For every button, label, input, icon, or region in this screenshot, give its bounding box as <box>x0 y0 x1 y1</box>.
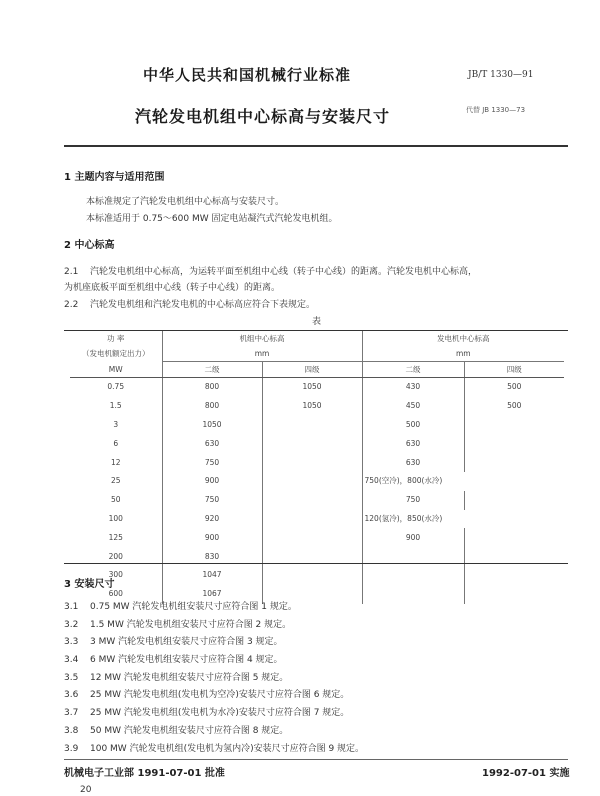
replaces-note: 代替 JB 1330—73 <box>466 106 526 114</box>
table-caption: 表 <box>312 317 322 327</box>
cell-power: 50 <box>110 495 121 505</box>
standard-code: JB/T 1330—91 <box>468 70 534 80</box>
cell-turbine-2p: 920 <box>162 510 262 529</box>
col-generator-header: 发电机中心标高 <box>362 331 564 346</box>
cell-gen-4p <box>464 416 564 435</box>
cell-gen-4p <box>464 528 564 547</box>
col-power-unit: MW <box>70 362 162 378</box>
clause-text: 3 MW 汽轮发电机组安装尺寸应符合图 3 规定。 <box>90 637 283 648</box>
clause-item <box>64 634 364 652</box>
cell-turbine-4p <box>262 528 362 547</box>
clause-text: 12 MW 汽轮发电机组安装尺寸应符合图 5 规定。 <box>90 672 289 683</box>
table-row <box>70 397 564 416</box>
cell-power: 100 <box>108 513 123 523</box>
cell-turbine-4p <box>262 510 362 529</box>
table-row <box>70 434 564 453</box>
clause-item <box>64 599 364 617</box>
clause-2-2-text: 汽轮发电机组和汽轮发电机的中心标高应符合下表规定。 <box>90 300 316 310</box>
cell-turbine-4p: 1050 <box>262 378 362 397</box>
cell-gen-4p <box>464 566 564 585</box>
clause-text: 50 MW 汽轮发电机组安装尺寸应符合图 8 规定。 <box>90 725 289 736</box>
cell-turbine-2p: 1050 <box>162 416 262 435</box>
cell-gen-2p: 430 <box>362 378 464 397</box>
clause-item <box>64 687 364 705</box>
clause-item <box>64 705 364 723</box>
table-row <box>70 416 564 435</box>
page-number: 20 <box>80 785 92 795</box>
clause-2-1-cont: 为机座底板平面至机组中心线（转子中心线）的距离。 <box>64 283 281 293</box>
cell-power: 125 <box>108 532 123 542</box>
cell-gen-2p: 630 <box>362 453 464 472</box>
cell-power: 0.75 <box>107 382 125 392</box>
clause-num: 3.4 <box>64 655 79 666</box>
clause-item <box>64 741 364 759</box>
cell-gen-4p <box>464 585 564 604</box>
col-turbine-unit: mm <box>162 346 362 362</box>
clause-num: 3.6 <box>64 690 79 701</box>
cell-turbine-4p <box>262 491 362 510</box>
effective-line: 1992-07-01 实施 <box>482 768 570 779</box>
cell-turbine-2p: 750 <box>162 491 262 510</box>
clause-text: 1.5 MW 汽轮发电机组安装尺寸应符合图 2 规定。 <box>90 619 292 630</box>
col-generator-unit: mm <box>362 346 564 362</box>
clause-2-1 <box>64 264 477 277</box>
cell-turbine-2p: 1047 <box>162 566 262 585</box>
cell-power: 12 <box>110 457 121 467</box>
cell-gen-2p: 630 <box>362 434 464 453</box>
cell-gen-4p <box>464 453 564 472</box>
table-row <box>70 491 564 510</box>
clause-num: 3.2 <box>64 619 79 630</box>
cell-gen-2p <box>362 566 464 585</box>
cell-turbine-2p: 900 <box>162 472 262 491</box>
clause-text: 0.75 MW 汽轮发电机组安装尺寸应符合图 1 规定。 <box>90 602 297 612</box>
cell-turbine-2p: 800 <box>162 397 262 416</box>
clause-item <box>64 652 364 670</box>
section-3-heading: 3 安装尺寸 <box>64 579 115 590</box>
col-power-subheader: （发电机额定出力） <box>82 349 150 359</box>
cell-turbine-2p: 830 <box>162 547 262 566</box>
cell-turbine-2p: 900 <box>162 528 262 547</box>
cell-power: 200 <box>108 551 123 561</box>
clause-2-1-text: 汽轮发电机组中心标高，为运转平面至机组中心线（转子中心线）的距离。汽轮发电机中心标高， <box>90 267 478 277</box>
clause-2-1-num: 2.1 <box>64 267 79 277</box>
cell-gen-2p: 120(氢冷)，850(水冷) <box>362 510 564 529</box>
sub-header-1: 二级 <box>162 362 262 378</box>
clause-num: 3.9 <box>64 743 79 754</box>
cell-turbine-4p <box>262 453 362 472</box>
sub-header-2: 四级 <box>262 362 362 378</box>
clause-item <box>64 670 364 688</box>
cell-gen-2p: 900 <box>362 528 464 547</box>
standard-title: 汽轮发电机组中心标高与安装尺寸 <box>135 107 391 126</box>
clause-num: 3.8 <box>64 725 79 736</box>
clause-item <box>64 723 364 741</box>
section-1-para-2: 本标准适用于 0.75～600 MW 固定电站凝汽式汽轮发电机组。 <box>86 214 338 224</box>
cell-turbine-4p <box>262 472 362 491</box>
cell-turbine-2p: 1067 <box>162 585 262 604</box>
col-turbine-header: 机组中心标高 <box>162 331 362 346</box>
section-3-list <box>64 599 364 758</box>
table-row <box>70 510 564 529</box>
clause-text: 100 MW 汽轮发电机组(发电机为氢内冷)安装尺寸应符合图 9 规定。 <box>90 743 365 754</box>
cell-gen-2p: 500 <box>362 416 464 435</box>
cell-turbine-4p <box>262 566 362 585</box>
clause-2-2-num: 2.2 <box>64 300 79 310</box>
clause-item <box>64 617 364 635</box>
cell-gen-4p <box>464 434 564 453</box>
clause-text: 25 MW 汽轮发电机组(发电机为空冷)安装尺寸应符合图 6 规定。 <box>90 690 350 701</box>
cell-gen-2p: 750(空冷)，800(水冷) <box>362 472 564 491</box>
sub-header-3: 二级 <box>362 362 464 378</box>
approval-line: 机械电子工业部 1991-07-01 批准 <box>64 768 225 779</box>
cell-turbine-2p: 750 <box>162 453 262 472</box>
clause-num: 3.7 <box>64 708 79 719</box>
cell-power: 300 <box>108 570 123 580</box>
cell-power: 600 <box>108 589 123 599</box>
footer-rule <box>64 759 568 760</box>
cell-gen-2p <box>362 585 464 604</box>
table-row <box>70 528 564 547</box>
cell-gen-2p: 750 <box>362 491 464 510</box>
clause-num: 3.1 <box>64 602 79 612</box>
clause-num: 3.5 <box>64 672 79 683</box>
table-row <box>70 566 564 585</box>
cell-gen-4p <box>464 491 564 510</box>
clause-text: 6 MW 汽轮发电机组安装尺寸应符合图 4 规定。 <box>90 655 283 666</box>
cell-turbine-2p: 630 <box>162 434 262 453</box>
clause-num: 3.3 <box>64 637 79 648</box>
table-row <box>70 453 564 472</box>
table-bottom-rule <box>64 563 568 564</box>
col-power-header: 功 率 <box>107 334 125 343</box>
cell-turbine-2p: 800 <box>162 378 262 397</box>
section-1-para-1: 本标准规定了汽轮发电机组中心标高与安装尺寸。 <box>86 197 285 207</box>
cell-gen-4p: 500 <box>464 378 564 397</box>
section-2-heading: 2 中心标高 <box>64 240 115 251</box>
cell-power: 6 <box>113 438 119 448</box>
cell-gen-2p: 450 <box>362 397 464 416</box>
sub-header-4: 四级 <box>464 362 564 378</box>
cell-power: 3 <box>113 419 119 429</box>
cell-power: 1.5 <box>109 401 122 411</box>
clause-2-2 <box>64 297 315 310</box>
table-row <box>70 378 564 397</box>
table-row <box>70 472 564 491</box>
section-1-heading: 1 主题内容与适用范围 <box>64 172 165 183</box>
standard-org: 中华人民共和国机械行业标准 <box>143 66 352 84</box>
header-rule <box>64 145 568 147</box>
cell-turbine-4p: 1050 <box>262 397 362 416</box>
cell-power: 25 <box>110 476 121 486</box>
cell-turbine-4p <box>262 434 362 453</box>
cell-turbine-4p <box>262 416 362 435</box>
cell-gen-4p: 500 <box>464 397 564 416</box>
clause-text: 25 MW 汽轮发电机组(发电机为水冷)安装尺寸应符合图 7 规定。 <box>90 708 350 719</box>
